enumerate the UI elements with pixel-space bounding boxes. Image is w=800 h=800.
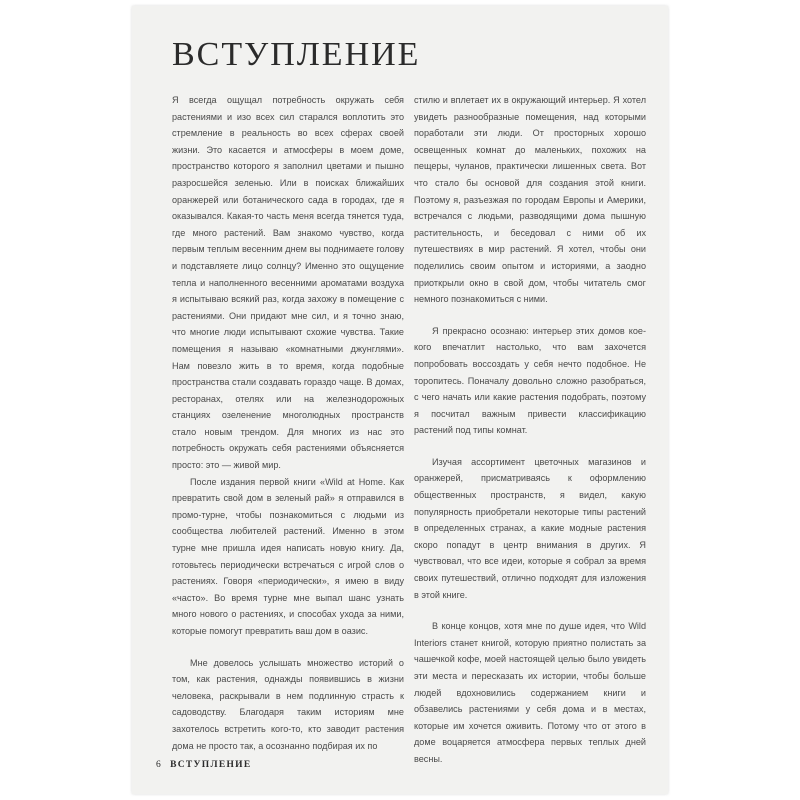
book-page [132, 6, 668, 794]
left-text-column [172, 92, 404, 754]
page-number: 6 [156, 760, 163, 770]
paragraph: Я прекрасно осознаю: интерьер этих домов кое-кого впечатлит настолько, что вам захочется попробовать воссоздать у себя нечто подобное. Не торопитесь. Поначалу довольно сложно разобраться, с чего начать или какие растения подобрать, поэтому я посчитал важным привести классификацию растений под типы комнат. [414, 325, 646, 436]
page-footer [156, 760, 252, 770]
paragraph: Я всегда ощущал потребность окружать себя растениями и изо всех сил старался воплотить это стремление в реальность во всех сферах своей жизни. Это касается и атмосферы в моем доме, пространство которого я заполнил цветами и пышно разросшейся зеленью. Или в поисках ближайших оранжерей или ботанического сада в городах, где я оказывался. Какая-то часть меня всегда тянется туда, где много растений. Вам знакомо чувство, когда первым теплым весенним днем вы поднимаете голову и подставляете лицо солнцу? Именно это ощущение тепла и наполненного весенними ароматами воздуха я испытываю всякий раз, когда захожу в помещение с растениями. Они придают мне сил, и я точно знаю, что многие люди испытывают схожие чувства. Такие помещения я называю «комнатными джунглями». Нам повезло жить в то время, когда подобные пространства стали создавать гораздо чаще. В домах, ресторанах, отелях или на железнодорожных станциях озеленение многолюдных пространств стало новым трендом. Для многих из нас это потребность окружать себя растениями объясняется просто: это — живой мир. [172, 95, 404, 471]
right-text-column [414, 92, 646, 768]
paragraph: В конце концов, хотя мне по душе идея, что Wild Interiors станет книгой, которую приятно полистать за чашечкой кофе, моей настоящей целью было увидеть эти места и пересказать их истории, чтобы больше людей вдохновились содержанием книги и обзавелись растениями у себя дома и в местах, которые им хочется оживить. Потому что от этого в доме воцаряется атмосфера первых теплых дней весны. [414, 621, 646, 764]
paragraph: Изучая ассортимент цветочных магазинов и оранжерей, присматриваясь к оформлению общественных пространств, я видел, какую популярность приобретали некоторые типы растений в определенных странах, а какие модные растения скоро попадут в центр внимания в других. Я чувствовал, что все идеи, которые я собрал за время своих путешествий, отлично подходят для изложения в этой книге. [414, 456, 646, 600]
paragraph: Мне довелось услышать множество историй о том, как растения, однажды появившись в жизни человека, раскрывали в нем подлинную страсть к садоводству. Благодаря таким историям мне захотелось встретить кого-то, кто заводит растения дома не просто так, а осознанно подбирая их по [172, 657, 404, 751]
paragraph: стилю и вплетает их в окружающий интерьер. Я хотел увидеть разнообразные помещения, над которыми поработали эти люди. От просторных хорошо освещенных комнат до маленьких, похожих на пещеры, чуланов, практически лишенных света. Вот что стало бы основой для создания этой книги. Поэтому я, разъезжая по городам Европы и Америки, встречался с людьми, разводящими дома пышную растительность, и беседовал с ними об их путешествиях в мир растений. Я хотел, чтобы они поделились своим опытом и историями, а заодно приоткрыли окно в свой дом, чтобы читатель смог немного познакомиться с ними. [414, 95, 646, 305]
footer-section-title: ВСТУПЛЕНИЕ [170, 760, 252, 770]
page-title: ВСТУПЛЕНИЕ [172, 36, 421, 73]
paragraph: После издания первой книги «Wild at Home. Как превратить свой дом в зеленый рай» я отправился в промо-турне, чтобы познакомиться с людьми из сообщества любителей растений. Именно в этом турне мне пришла идея написать новую книгу. Да, готовьтесь периодически встречаться с игрой слов о растениях. Говоря «периодически», я имею в виду «часто». Во время турне мне выпал шанс узнать много нового о растениях, и способах ухода за ними, которые помогут превратить ваш дом в оазис. [172, 476, 404, 636]
